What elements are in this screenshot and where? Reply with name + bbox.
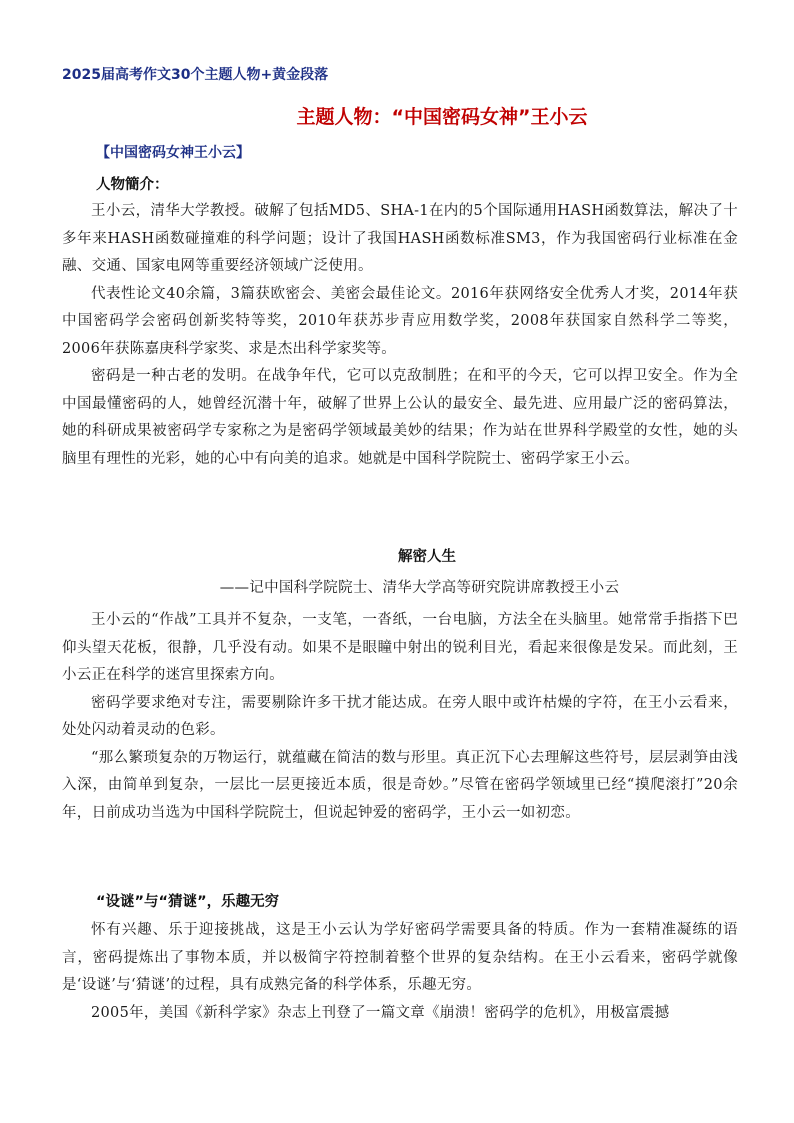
section-paragraph: 2005年，美国《新科学家》杂志上刊登了一篇文章《崩溃！密码学的危机》，用极富震撼	[91, 1004, 670, 1021]
section-heading: “设谜”与“猜谜”，乐趣无穷	[96, 894, 280, 910]
essay-paragraph: 王小云的“作战”工具并不复杂，一支笔，一沓纸，一台电脑，方法全在头脑里。她常常手指搭下巴仰头望天花板，很静，几乎没有动。如果不是眼瞳中射出的锐利目光，看起来很像是发呆。而此刻，王小云正在科学的迷宫里探索方向。	[62, 612, 738, 683]
intro-paragraph: 代表性论文40余篇，3篇获欧密会、美密会最佳论文。2016年获网络安全优秀人才奖，2014年获中国密码学会密码创新奖特等奖，2010年获苏步青应用数学奖，2008年获国家自然科学二等奖，2006年获陈嘉庚科学家奖、求是杰出科学家奖等。	[62, 285, 738, 357]
intro-label: 人物簡介：	[96, 177, 169, 193]
intro-section	[62, 198, 738, 473]
bracket-title: 【中国密码女神王小云】	[96, 145, 250, 161]
essay-subtitle: ——记中国科学院院士、清华大学高等研究院讲席教授王小云	[219, 580, 620, 596]
intro-paragraph: 密码是一种古老的发明。在战争年代，它可以克敌制胜；在和平的今天，它可以捍卫安全。作为全中国最懂密码的人，她曾经沉潜十年，破解了世界上公认的最安全、最先进、应用最广泛的密码算法，她的科研成果被密码学专家称之为是密码学领域最美妙的结果；作为站在世界科学殿堂的女性，她的头脑里有理性的光彩，她的心中有向美的追求。她就是中国科学院院士、密码学家王小云。	[62, 368, 738, 467]
essay-section	[62, 607, 738, 827]
essay-paragraph: “那么繁琐复杂的万物运行，就蕴藏在简洁的数与形里。真正沉下心去理解这些符号，层层剥笋由浅入深，由简单到复杂，一层比一层更接近本质，很是奇妙。”尽管在密码学领域里已经“摸爬滚打”20余年，日前成功当选为中国科学院院士，但说起钟爱的密码学，王小云一如初恋。	[62, 749, 738, 821]
document-header: 2025届高考作文30个主题人物+黄金段落	[62, 67, 329, 83]
essay-title: 解密人生	[398, 549, 456, 565]
intro-paragraph: 王小云，清华大学教授。破解了包括MD5、SHA-1在内的5个国际通用HASH函数算法，解决了十多年来HASH函数碰撞难的科学问题；设计了我国HASH函数标准SM3，作为我国密码行业标准在金融、交通、国家电网等重要经济领域广泛使用。	[62, 203, 738, 274]
section-paragraph: 怀有兴趣、乐于迎接挑战，这是王小云认为学好密码学需要具备的特质。作为一套精准凝练的语言，密码提炼出了事物本质，并以极简字符控制着整个世界的复杂结构。在王小云看来，密码学就像是‘设谜’与‘猜谜’的过程，具有成熟完备的科学体系，乐趣无穷。	[62, 922, 738, 993]
essay-paragraph: 密码学要求绝对专注，需要剔除许多干扰才能达成。在旁人眼中或许枯燥的字符，在王小云看来，处处闪动着灵动的色彩。	[62, 694, 738, 738]
main-title: 主题人物：“中国密码女神”王小云	[296, 106, 588, 128]
section-body	[62, 917, 738, 1027]
